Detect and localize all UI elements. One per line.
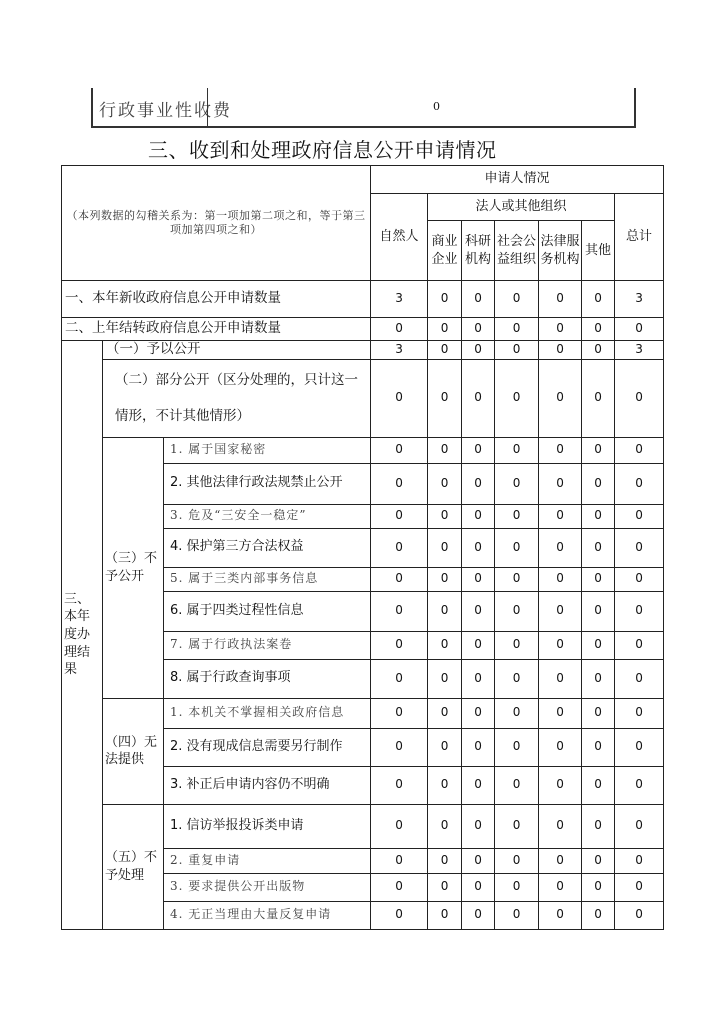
header-total: 总计 bbox=[615, 194, 664, 281]
value-cell: 0 bbox=[428, 359, 462, 437]
fee-value: 0 bbox=[433, 100, 440, 113]
value-cell: 0 bbox=[371, 901, 428, 929]
item-label: 6. 属于四类过程性信息 bbox=[164, 591, 371, 631]
item-label: 2. 没有现成信息需要另行制作 bbox=[164, 728, 371, 766]
value-cell: 0 bbox=[615, 567, 664, 591]
value-cell: 0 bbox=[615, 848, 664, 873]
value-cell: 0 bbox=[495, 463, 539, 504]
section-title: 三、收到和处理政府信息公开申请情况 bbox=[148, 138, 497, 162]
row-label: 一、本年新收政府信息公开申请数量 bbox=[62, 281, 371, 318]
value-cell: 0 bbox=[371, 631, 428, 659]
table-row bbox=[62, 437, 664, 463]
value-cell: 0 bbox=[539, 359, 582, 437]
group-label: （五）不予处理 bbox=[103, 804, 164, 929]
value-cell: 0 bbox=[582, 766, 615, 804]
value-cell: 0 bbox=[539, 728, 582, 766]
item-label: 7. 属于行政执法案卷 bbox=[164, 631, 371, 659]
value-cell: 0 bbox=[462, 359, 495, 437]
value-cell: 0 bbox=[615, 631, 664, 659]
value-cell: 0 bbox=[428, 659, 462, 698]
table-row bbox=[62, 804, 664, 848]
value-cell: 0 bbox=[615, 504, 664, 528]
value-cell: 0 bbox=[582, 281, 615, 318]
value-cell: 0 bbox=[539, 698, 582, 728]
value-cell: 0 bbox=[615, 766, 664, 804]
value-cell: 0 bbox=[462, 698, 495, 728]
value-cell: 0 bbox=[495, 698, 539, 728]
value-cell: 0 bbox=[462, 766, 495, 804]
value-cell: 0 bbox=[371, 463, 428, 504]
value-cell: 0 bbox=[428, 567, 462, 591]
value-cell: 0 bbox=[539, 567, 582, 591]
section-label: 三、本年度办理结果 bbox=[62, 341, 103, 930]
value-cell: 0 bbox=[582, 848, 615, 873]
value-cell: 0 bbox=[371, 504, 428, 528]
value-cell: 0 bbox=[462, 659, 495, 698]
value-cell: 0 bbox=[615, 698, 664, 728]
row-label: （二）部分公开（区分处理的，只计这一情形，不计其他情形） bbox=[103, 359, 371, 437]
value-cell: 0 bbox=[462, 567, 495, 591]
value-cell: 0 bbox=[495, 528, 539, 567]
value-cell: 0 bbox=[462, 281, 495, 318]
value-cell: 3 bbox=[371, 341, 428, 360]
row-label: 二、上年结转政府信息公开申请数量 bbox=[62, 318, 371, 341]
header-org-type: 社会公益组织 bbox=[495, 221, 539, 281]
value-cell: 0 bbox=[495, 504, 539, 528]
row-label: （一）予以公开 bbox=[103, 341, 371, 360]
value-cell: 0 bbox=[428, 463, 462, 504]
fee-label: 行政事业性收费 bbox=[99, 101, 232, 121]
fee-row bbox=[91, 88, 636, 128]
value-cell: 0 bbox=[462, 728, 495, 766]
value-cell: 0 bbox=[539, 528, 582, 567]
value-cell: 0 bbox=[371, 766, 428, 804]
value-cell: 0 bbox=[495, 848, 539, 873]
value-cell: 0 bbox=[371, 804, 428, 848]
value-cell: 0 bbox=[615, 528, 664, 567]
value-cell: 0 bbox=[582, 341, 615, 360]
value-cell: 0 bbox=[462, 631, 495, 659]
item-label: 2. 其他法律行政法规禁止公开 bbox=[164, 463, 371, 504]
value-cell: 0 bbox=[462, 437, 495, 463]
value-cell: 0 bbox=[371, 437, 428, 463]
value-cell: 0 bbox=[371, 698, 428, 728]
value-cell: 0 bbox=[428, 504, 462, 528]
value-cell: 0 bbox=[428, 591, 462, 631]
header-applicant: 申请人情况 bbox=[371, 166, 664, 194]
table-row bbox=[62, 341, 664, 360]
item-label: 4. 保护第三方合法权益 bbox=[164, 528, 371, 567]
header-note: （本列数据的勾稽关系为：第一项加第二项之和，等于第三项加第四项之和） bbox=[62, 166, 371, 281]
value-cell: 0 bbox=[539, 873, 582, 901]
value-cell: 0 bbox=[462, 873, 495, 901]
value-cell: 0 bbox=[428, 804, 462, 848]
value-cell: 0 bbox=[495, 281, 539, 318]
value-cell: 0 bbox=[371, 728, 428, 766]
value-cell: 0 bbox=[582, 437, 615, 463]
value-cell: 0 bbox=[428, 766, 462, 804]
value-cell: 0 bbox=[462, 528, 495, 567]
value-cell: 0 bbox=[615, 901, 664, 929]
value-cell: 0 bbox=[539, 804, 582, 848]
value-cell: 0 bbox=[371, 873, 428, 901]
value-cell: 0 bbox=[582, 359, 615, 437]
value-cell: 0 bbox=[428, 873, 462, 901]
value-cell: 0 bbox=[428, 901, 462, 929]
value-cell: 0 bbox=[582, 631, 615, 659]
item-label: 4. 无正当理由大量反复申请 bbox=[164, 901, 371, 929]
value-cell: 0 bbox=[582, 463, 615, 504]
value-cell: 0 bbox=[539, 848, 582, 873]
item-label: 1. 信访举报投诉类申请 bbox=[164, 804, 371, 848]
header-org-type: 商业企业 bbox=[428, 221, 462, 281]
header-legal-org: 法人或其他组织 bbox=[428, 194, 615, 221]
value-cell: 0 bbox=[428, 698, 462, 728]
value-cell: 0 bbox=[615, 359, 664, 437]
table-row bbox=[62, 281, 664, 318]
value-cell: 3 bbox=[615, 281, 664, 318]
value-cell: 0 bbox=[371, 528, 428, 567]
item-label: 1. 属于国家秘密 bbox=[164, 437, 371, 463]
value-cell: 0 bbox=[539, 901, 582, 929]
value-cell: 0 bbox=[495, 728, 539, 766]
value-cell: 0 bbox=[371, 659, 428, 698]
value-cell: 0 bbox=[615, 804, 664, 848]
value-cell: 0 bbox=[495, 359, 539, 437]
value-cell: 0 bbox=[495, 804, 539, 848]
value-cell: 0 bbox=[615, 873, 664, 901]
value-cell: 0 bbox=[582, 504, 615, 528]
item-label: 5. 属于三类内部事务信息 bbox=[164, 567, 371, 591]
value-cell: 0 bbox=[539, 504, 582, 528]
value-cell: 0 bbox=[582, 901, 615, 929]
header-natural-person: 自然人 bbox=[371, 194, 428, 281]
table-row bbox=[62, 359, 664, 437]
header-org-type: 其他 bbox=[582, 221, 615, 281]
item-label: 8. 属于行政查询事项 bbox=[164, 659, 371, 698]
value-cell: 0 bbox=[495, 341, 539, 360]
value-cell: 0 bbox=[462, 318, 495, 341]
value-cell: 0 bbox=[428, 437, 462, 463]
value-cell: 0 bbox=[428, 318, 462, 341]
item-label: 1. 本机关不掌握相关政府信息 bbox=[164, 698, 371, 728]
value-cell: 0 bbox=[615, 591, 664, 631]
value-cell: 0 bbox=[582, 728, 615, 766]
value-cell: 0 bbox=[462, 848, 495, 873]
item-label: 3. 危及“三安全一稳定” bbox=[164, 504, 371, 528]
application-table bbox=[61, 165, 664, 930]
value-cell: 0 bbox=[428, 341, 462, 360]
divider bbox=[207, 88, 208, 126]
value-cell: 0 bbox=[615, 463, 664, 504]
value-cell: 0 bbox=[371, 318, 428, 341]
value-cell: 0 bbox=[539, 591, 582, 631]
value-cell: 0 bbox=[615, 728, 664, 766]
item-label: 3. 要求提供公开出版物 bbox=[164, 873, 371, 901]
value-cell: 0 bbox=[539, 659, 582, 698]
value-cell: 3 bbox=[615, 341, 664, 360]
value-cell: 0 bbox=[371, 591, 428, 631]
value-cell: 0 bbox=[539, 318, 582, 341]
value-cell: 0 bbox=[495, 901, 539, 929]
value-cell: 0 bbox=[495, 873, 539, 901]
value-cell: 0 bbox=[371, 359, 428, 437]
value-cell: 0 bbox=[495, 766, 539, 804]
value-cell: 0 bbox=[539, 766, 582, 804]
value-cell: 0 bbox=[582, 528, 615, 567]
value-cell: 0 bbox=[371, 567, 428, 591]
value-cell: 0 bbox=[539, 341, 582, 360]
item-label: 2. 重复申请 bbox=[164, 848, 371, 873]
value-cell: 0 bbox=[495, 659, 539, 698]
value-cell: 0 bbox=[582, 318, 615, 341]
value-cell: 0 bbox=[428, 728, 462, 766]
value-cell: 0 bbox=[539, 631, 582, 659]
value-cell: 0 bbox=[582, 659, 615, 698]
value-cell: 0 bbox=[615, 659, 664, 698]
group-label: （三）不予公开 bbox=[103, 437, 164, 698]
value-cell: 0 bbox=[539, 463, 582, 504]
header-org-type: 法律服务机构 bbox=[539, 221, 582, 281]
value-cell: 0 bbox=[615, 318, 664, 341]
value-cell: 0 bbox=[582, 804, 615, 848]
value-cell: 0 bbox=[462, 901, 495, 929]
table-row bbox=[62, 698, 664, 728]
item-label: 3. 补正后申请内容仍不明确 bbox=[164, 766, 371, 804]
value-cell: 0 bbox=[428, 848, 462, 873]
value-cell: 0 bbox=[495, 631, 539, 659]
value-cell: 0 bbox=[582, 567, 615, 591]
group-label: （四）无法提供 bbox=[103, 698, 164, 804]
value-cell: 0 bbox=[495, 318, 539, 341]
value-cell: 0 bbox=[615, 437, 664, 463]
value-cell: 0 bbox=[428, 281, 462, 318]
value-cell: 0 bbox=[539, 437, 582, 463]
value-cell: 0 bbox=[582, 698, 615, 728]
value-cell: 0 bbox=[462, 504, 495, 528]
value-cell: 0 bbox=[462, 463, 495, 504]
value-cell: 0 bbox=[539, 281, 582, 318]
value-cell: 0 bbox=[495, 567, 539, 591]
value-cell: 0 bbox=[462, 591, 495, 631]
value-cell: 0 bbox=[428, 631, 462, 659]
value-cell: 0 bbox=[462, 804, 495, 848]
header-org-type: 科研机构 bbox=[462, 221, 495, 281]
value-cell: 0 bbox=[371, 848, 428, 873]
value-cell: 0 bbox=[582, 591, 615, 631]
value-cell: 0 bbox=[428, 528, 462, 567]
value-cell: 0 bbox=[582, 873, 615, 901]
value-cell: 3 bbox=[371, 281, 428, 318]
value-cell: 0 bbox=[495, 591, 539, 631]
value-cell: 0 bbox=[495, 437, 539, 463]
table-row bbox=[62, 318, 664, 341]
value-cell: 0 bbox=[462, 341, 495, 360]
